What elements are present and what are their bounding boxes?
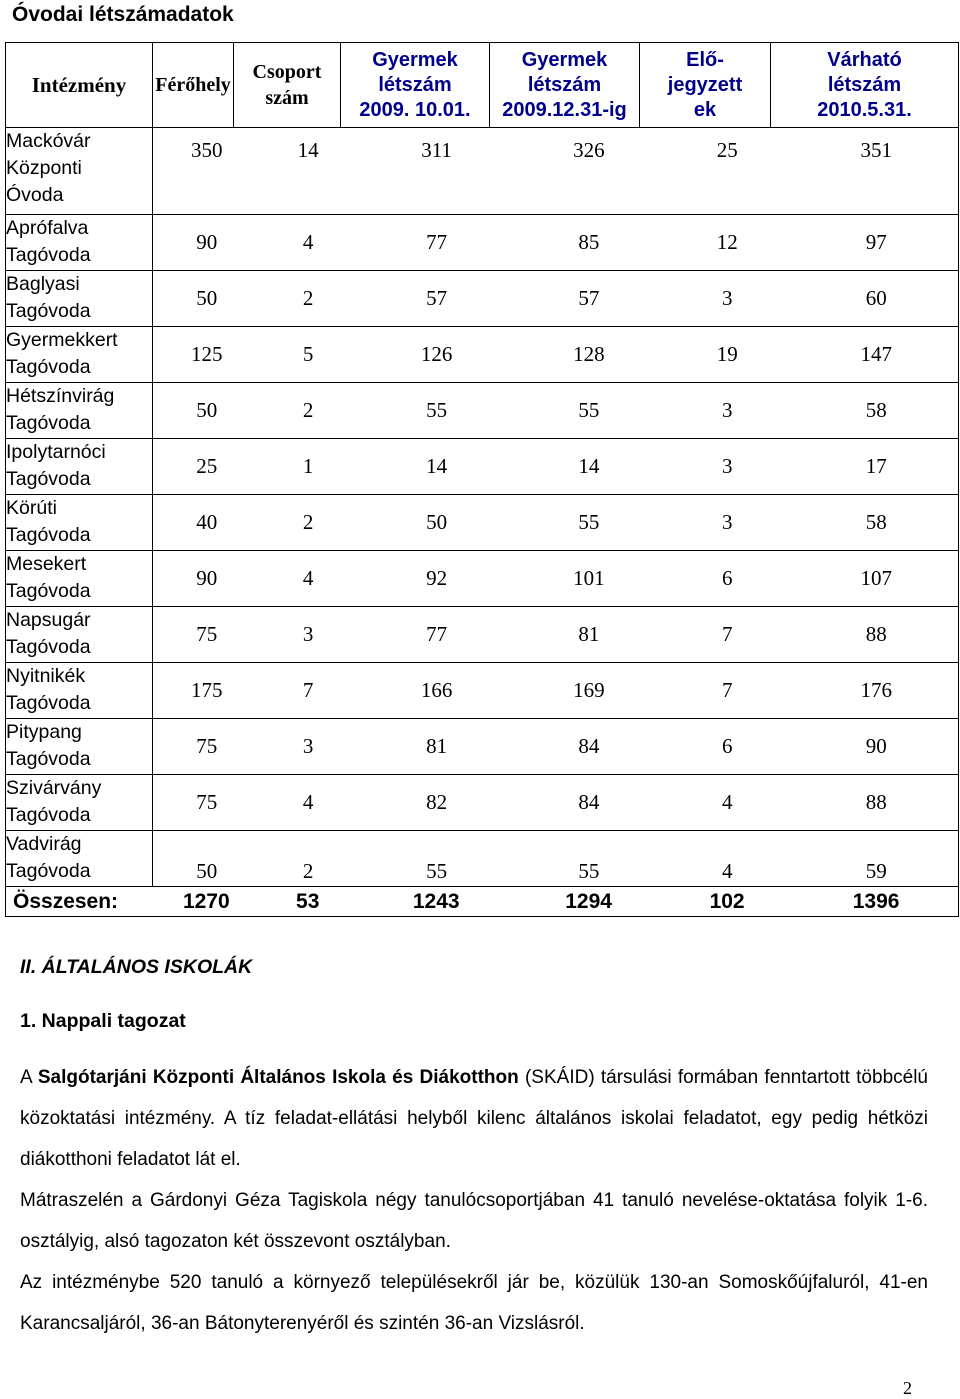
cell-value: 176	[860, 678, 892, 702]
cell-value: 85	[578, 230, 600, 254]
institution-name: Nyitnikék Tagóvoda	[6, 663, 153, 719]
cell-value: 7	[722, 622, 733, 646]
row-values	[153, 215, 959, 271]
row-values	[153, 495, 959, 551]
cell-value: 4	[302, 230, 314, 254]
cell-value: 88	[865, 622, 887, 646]
cell-value: 58	[865, 510, 887, 534]
institution-name: Baglyasi Tagóvoda	[6, 271, 153, 327]
row-values	[153, 831, 959, 887]
cell-value: 50	[196, 859, 218, 883]
kindergarten-table	[5, 42, 959, 917]
cell-value: 55	[426, 398, 448, 422]
table-row	[6, 719, 959, 775]
cell-value: 128	[573, 342, 605, 366]
header-children-dec: Gyermek létszám 2009.12.31-ig	[490, 43, 640, 128]
cell-value: 75	[196, 790, 218, 814]
cell-value: 3	[722, 286, 733, 310]
cell-value: 2	[302, 859, 314, 883]
table-row	[6, 128, 959, 215]
cell-value: 75	[196, 734, 218, 758]
cell-value: 55	[578, 510, 600, 534]
table-row	[6, 663, 959, 719]
table-row	[6, 327, 959, 383]
cell-value: 82	[426, 790, 448, 814]
cell-value: 5	[302, 342, 314, 366]
cell-value: 50	[426, 510, 448, 534]
cell-value: 12	[716, 230, 738, 254]
row-values	[153, 128, 959, 215]
row-values	[153, 271, 959, 327]
cell-value: 88	[865, 790, 887, 814]
cell-value: 75	[196, 622, 218, 646]
institution-name: Vadvirág Tagóvoda	[6, 831, 153, 887]
cell-value: 3	[722, 510, 733, 534]
cell-value: 3	[302, 734, 314, 758]
row-values	[153, 775, 959, 831]
cell-value: 4	[722, 859, 733, 883]
paragraph-2: Mátraszelén a Gárdonyi Géza Tagiskola négy tanulócsoportjában 41 tanuló nevelése-oktatása folyik 1-6. osztályig, alsó tagozaton két összevont osztályban.	[20, 1190, 928, 1252]
cell-value: 1	[302, 454, 314, 478]
cell-value: 14	[426, 454, 448, 478]
institution-name: Mackóvár Központi Óvoda	[6, 128, 153, 215]
row-values	[153, 663, 959, 719]
total-value: 102	[709, 889, 745, 913]
total-value: 1294	[565, 889, 612, 913]
header-capacity: Férőhely	[153, 43, 234, 128]
cell-value: 147	[860, 342, 892, 366]
cell-value: 55	[426, 859, 448, 883]
cell-value: 55	[578, 859, 600, 883]
cell-value: 2	[302, 286, 314, 310]
cell-value: 77	[426, 230, 448, 254]
cell-value: 90	[865, 734, 887, 758]
cell-value: 92	[426, 566, 448, 590]
row-values	[153, 551, 959, 607]
total-value: 1243	[412, 889, 460, 913]
table-row	[6, 775, 959, 831]
subsection-heading: 1. Nappali tagozat	[20, 1010, 186, 1032]
cell-value: 107	[860, 566, 892, 590]
table-row	[6, 831, 959, 887]
paragraph-1: A Salgótarjáni Központi Általános Iskola és Diákotthon (SKÁID) társulási formában fenntartott többcélú közoktatási intézmény. A tíz feladat-ellátási helyből kilenc általános iskolai feladatot, egy pedig hétközi diákotthoni feladatot lát el.	[20, 1067, 928, 1170]
paragraph-3: Az intézménybe 520 tanuló a környező településekről jár be, közülük 130-an Somoskőújfaluról, 41-en Karancsaljáról, 36-an Bátonyterenyéről és szintén 36-an Vizslásról.	[20, 1272, 928, 1334]
cell-value: 81	[426, 734, 448, 758]
cell-value: 3	[302, 622, 314, 646]
cell-value: 2	[302, 510, 314, 534]
header-children-oct: Gyermek létszám 2009. 10.01.	[341, 43, 490, 128]
row-values	[153, 383, 959, 439]
total-values	[153, 887, 959, 917]
cell-value: 90	[196, 230, 218, 254]
row-values	[153, 439, 959, 495]
cell-value: 55	[578, 398, 600, 422]
cell-value: 311	[421, 138, 452, 162]
cell-value: 19	[716, 342, 738, 366]
total-row	[6, 887, 959, 917]
cell-value: 2	[302, 398, 314, 422]
institution-name: Ipolytarnóci Tagóvoda	[6, 439, 153, 495]
cell-value: 4	[302, 790, 314, 814]
cell-value: 81	[578, 622, 600, 646]
header-institution: Intézmény	[6, 43, 153, 128]
table-row	[6, 439, 959, 495]
total-value: 1270	[182, 889, 230, 913]
cell-value: 17	[865, 454, 887, 478]
institution-name: Gyermekkert Tagóvoda	[6, 327, 153, 383]
row-values	[153, 719, 959, 775]
table-row	[6, 495, 959, 551]
total-label: Összesen:	[6, 887, 153, 917]
cell-value: 50	[196, 286, 218, 310]
cell-value: 6	[722, 566, 733, 590]
institution-name: Szivárvány Tagóvoda	[6, 775, 153, 831]
cell-value: 25	[716, 138, 738, 162]
institution-name: Napsugár Tagóvoda	[6, 607, 153, 663]
cell-value: 350	[191, 138, 223, 162]
table-row	[6, 215, 959, 271]
cell-value: 77	[426, 622, 448, 646]
header-groups: Csoport szám	[234, 43, 341, 128]
page-number: 2	[903, 1378, 912, 1398]
cell-value: 40	[196, 510, 218, 534]
cell-value: 126	[420, 342, 453, 366]
cell-value: 14	[578, 454, 600, 478]
cell-value: 14	[297, 138, 319, 162]
cell-value: 50	[196, 398, 218, 422]
institution-name: Pitypang Tagóvoda	[6, 719, 153, 775]
institution-name: Mesekert Tagóvoda	[6, 551, 153, 607]
cell-value: 326	[573, 138, 605, 162]
cell-value: 125	[191, 342, 223, 366]
table-row	[6, 271, 959, 327]
section-heading: II. ÁLTALÁNOS ISKOLÁK	[20, 956, 253, 978]
cell-value: 60	[865, 286, 887, 310]
cell-value: 3	[722, 454, 733, 478]
cell-value: 90	[196, 566, 218, 590]
total-value: 53	[296, 889, 320, 913]
cell-value: 57	[578, 286, 600, 310]
page-title: Óvodai létszámadatok	[12, 3, 234, 26]
cell-value: 4	[722, 790, 733, 814]
table-row	[6, 607, 959, 663]
cell-value: 166	[420, 678, 453, 702]
table-row	[6, 551, 959, 607]
header-preregistered: Elő- jegyzett ek	[640, 43, 771, 128]
cell-value: 6	[722, 734, 733, 758]
cell-value: 101	[573, 566, 605, 590]
institution-name: Hétszínvirág Tagóvoda	[6, 383, 153, 439]
institution-name: Aprófalva Tagóvoda	[6, 215, 153, 271]
row-values	[153, 607, 959, 663]
cell-value: 25	[196, 454, 218, 478]
cell-value: 97	[865, 230, 887, 254]
table-header-row	[6, 43, 959, 128]
cell-value: 175	[191, 678, 223, 702]
header-expected: Várható létszám 2010.5.31.	[771, 43, 959, 128]
cell-value: 169	[573, 678, 605, 702]
row-values	[153, 327, 959, 383]
cell-value: 7	[302, 678, 314, 702]
cell-value: 84	[578, 790, 600, 814]
cell-value: 7	[722, 678, 733, 702]
cell-value: 4	[302, 566, 314, 590]
cell-value: 84	[578, 734, 600, 758]
cell-value: 58	[865, 398, 887, 422]
cell-value: 57	[426, 286, 448, 310]
cell-value: 59	[865, 859, 887, 883]
total-value: 1396	[852, 889, 900, 913]
cell-value: 3	[722, 398, 733, 422]
institution-name: Körúti Tagóvoda	[6, 495, 153, 551]
table-row	[6, 383, 959, 439]
cell-value: 351	[860, 138, 892, 162]
